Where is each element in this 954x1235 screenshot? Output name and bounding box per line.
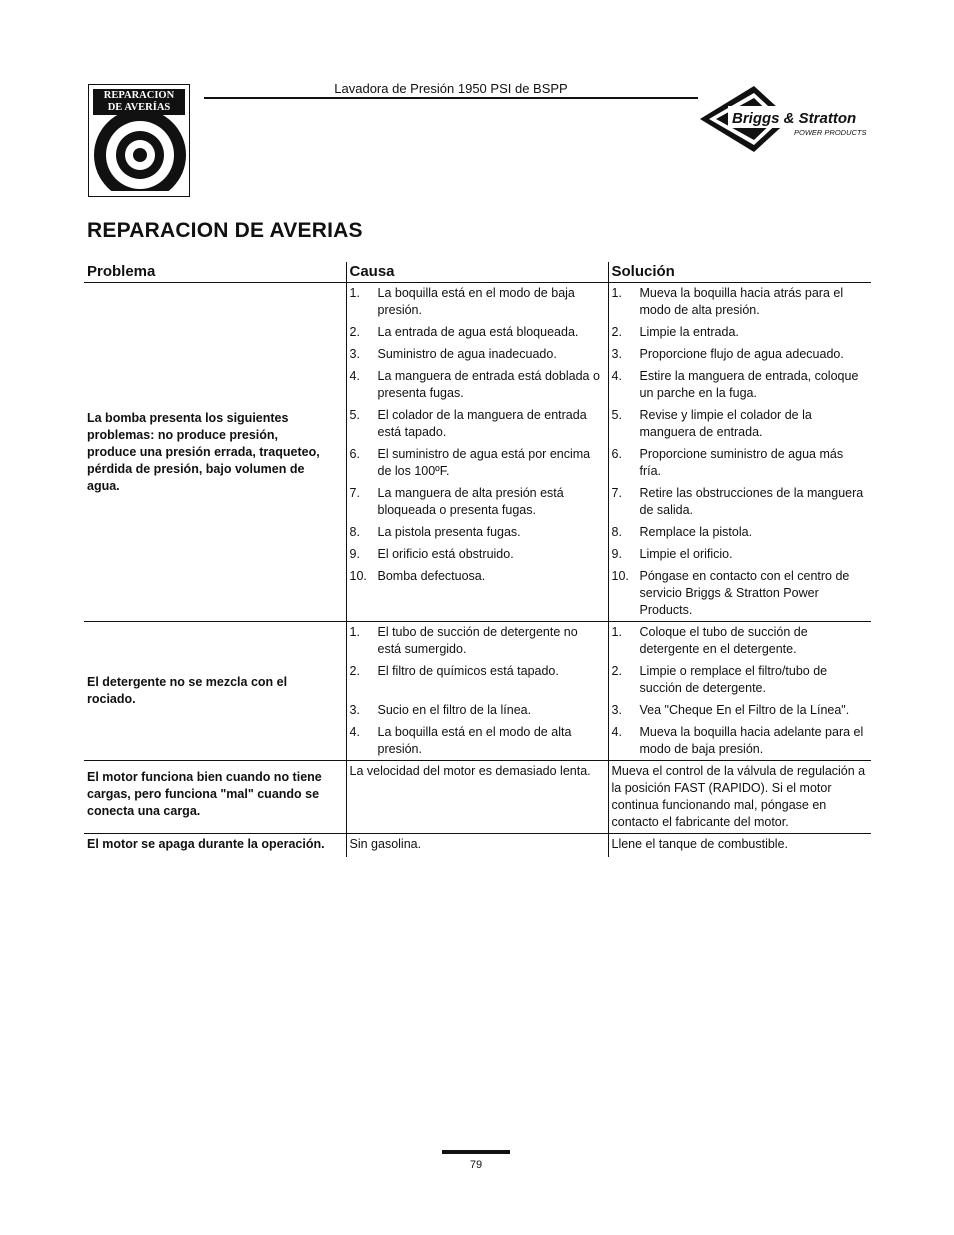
table-row — [84, 761, 871, 834]
header-problem: Problema — [84, 262, 346, 283]
brand-subtitle: POWER PRODUCTS — [794, 128, 867, 137]
list-item: 3. Sucio en el filtro de la línea. — [349, 703, 532, 717]
solution-cell — [608, 283, 871, 622]
page-number: 79 — [469, 1159, 483, 1171]
list-item: 4. Estire la manguera de entrada, coloque un parche en la fuga. — [611, 369, 859, 400]
table-header-row — [84, 262, 871, 283]
brand-name: Briggs & Stratton — [732, 110, 857, 127]
list-item: 2. El filtro de químicos está tapado. — [349, 664, 559, 678]
list-item: 1. El tubo de succión de detergente no está sumergido. — [349, 625, 578, 656]
list-item: 1. Mueva la boquilla hacia atrás para el modo de alta presión. — [611, 286, 844, 317]
header-solution: Solución — [608, 262, 871, 283]
list-item: 4. La boquilla está en el modo de alta presión. — [349, 725, 572, 756]
list-item: 5. Revise y limpie el colador de la manguera de entrada. — [611, 408, 812, 439]
list-item: 2. Limpie o remplace el filtro/tubo de succión de detergente. — [611, 664, 828, 695]
logo-line-2: DE AVERÍAS — [107, 102, 171, 113]
list-item: 4. Mueva la boquilla hacia adelante para el modo de baja presión. — [611, 725, 864, 756]
troubleshooting-logo — [88, 84, 190, 197]
list-item: 5. El colador de la manguera de entrada está tapado. — [349, 408, 587, 439]
list-item: 9. El orificio está obstruido. — [349, 547, 514, 561]
list-item: 3. Vea "Cheque En el Filtro de la Línea". — [611, 703, 850, 717]
briggs-stratton-logo — [698, 84, 868, 154]
solution-cell: Llene el tanque de combustible. — [608, 834, 871, 858]
list-item: 7. La manguera de alta presión está bloqueada o presenta fugas. — [349, 486, 564, 517]
cause-cell: La velocidad del motor es demasiado lenta. — [346, 761, 608, 834]
table-row — [84, 283, 871, 622]
document-title: Lavadora de Presión 1950 PSI de BSPP — [334, 81, 568, 96]
solution-cell — [608, 622, 871, 761]
list-item: 8. La pistola presenta fugas. — [349, 525, 521, 539]
cause-cell: Sin gasolina. — [346, 834, 608, 858]
cause-cell — [346, 283, 608, 622]
troubleshooting-table — [84, 262, 871, 857]
logo-banner — [93, 89, 185, 115]
table-row — [84, 834, 871, 858]
list-item: 6. Proporcione suministro de agua más fría. — [611, 447, 844, 478]
list-item: 7. Retire las obstrucciones de la manguera de salida. — [611, 486, 864, 517]
footer-bar — [442, 1150, 510, 1154]
solution-cell: Mueva el control de la válvula de regulación a la posición FAST (RAPIDO). Si el motor continua funcionando mal, póngase en contacto el fabricante del motor. — [608, 761, 871, 834]
list-item: 1. Coloque el tubo de succión de detergente en el detergente. — [611, 625, 808, 656]
list-item: 6. El suministro de agua está por encima de los 100ºF. — [349, 447, 591, 478]
target-icon — [91, 115, 187, 193]
logo-line-1: REPARACION — [103, 90, 175, 101]
list-item: 10. Bomba defectuosa. — [349, 569, 486, 583]
list-item: 3. Suministro de agua inadecuado. — [349, 347, 557, 361]
list-item: 10. Póngase en contacto con el centro de servicio Briggs & Stratton Power Products. — [611, 569, 850, 617]
header-rule — [204, 97, 698, 99]
cause-cell — [346, 622, 608, 761]
header-cause: Causa — [346, 262, 608, 283]
problem-cell: El motor funciona bien cuando no tiene cargas, pero funciona "mal" cuando se conecta una carga. — [84, 761, 346, 834]
list-item: 1. La boquilla está en el modo de baja presión. — [349, 286, 575, 317]
page-title: REPARACION DE AVERIAS — [87, 219, 363, 242]
problem-cell: La bomba presenta los siguientes problemas: no produce presión, produce una presión errada, traqueteo, pérdida de presión, bajo volumen de agua. — [84, 283, 346, 622]
list-item: 3. Proporcione flujo de agua adecuado. — [611, 347, 844, 361]
problem-cell: El detergente no se mezcla con el rociado. — [84, 622, 346, 761]
list-item: 8. Remplace la pistola. — [611, 525, 753, 539]
table-row — [84, 622, 871, 761]
list-item: 4. La manguera de entrada está doblada o presenta fugas. — [349, 369, 600, 400]
list-item: 2. La entrada de agua está bloqueada. — [349, 325, 579, 339]
problem-cell: El motor se apaga durante la operación. — [87, 837, 325, 851]
list-item: 9. Limpie el orificio. — [611, 547, 733, 561]
list-item: 2. Limpie la entrada. — [611, 325, 739, 339]
